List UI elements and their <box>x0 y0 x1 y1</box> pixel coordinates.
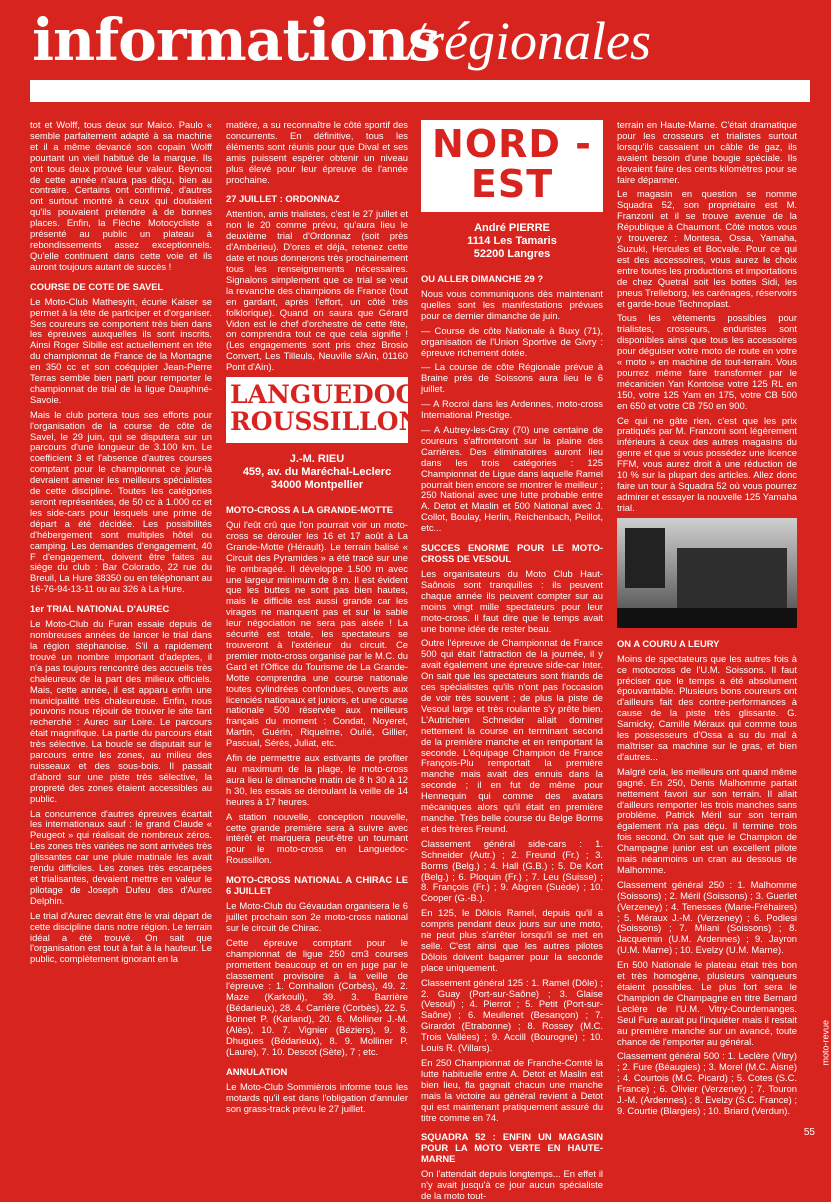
paragraph: La concurrence d'autres épreuves écartait les internationaux sauf : le grand Claude « Peugeot » qui réalisait de nombreux zéros. Les zones très variées ne sont arrivées très glissantes car une pluie matinale les avait rendu difficiles. Les zones très escarpées et trialisantes, devaient mettre en valeur le pilotage de Joseph Dufeu des d'Aurec Delphin. <box>30 807 212 906</box>
article-heading: 1er TRIAL NATIONAL D'AUREC <box>30 603 170 615</box>
paragraph: Le Moto-Club du Furan essaie depuis de nombreuses années de lancer le trial dans la région stéphanoise. S'il a rapidement trouvé un nombre important d'adeptes, il n'a pas toujours rencontré des accueils très chaleureux de la part des milieux officiels. Mais, cette année, il est apparu enfin une municipalité très chaleureuse. Enfin, nous pouvons nous réjouir de trouver le site tant recherché : Aurec sur Loire. Le parcours était magnifique. La partie du parcours était très sélective. La boucle se disputait sur le parcours entre les zones, au milieu des ruisseaux et des sous-bois. Il passait d'abord sur une piste très sélective, la propreté des zones étaient accessibles au public. <box>30 618 212 804</box>
paragraph: On l'attendait depuis longtemps... En effet il n'y avait jusqu'à ce jour aucun spécialiste de la moto tout- <box>421 1168 603 1202</box>
article-heading: MOTO-CROSS A LA GRANDE-MOTTE <box>226 504 394 516</box>
photo-element <box>625 528 665 588</box>
paragraph: — Course de côte Nationale à Buxy (71), organisation de l'Union Sportive de Givry : épreuve richement dotée. <box>421 324 603 358</box>
correspondent-address <box>226 453 408 492</box>
paragraph: Attention, amis trialistes, c'est le 27 juillet et non le 20 comme prévu, qu'aura lieu le deuxième trial d'Ordonnaz (soit près d'Ambérieu). D'ores et déjà, retenez cette date et nous donnerons très prochainement tous les renseignements nécessaires. Signalons simplement que ce trial se veut la revanche des champions de France (tout en gardant, après l'effort, un côté très folklorique). Quand on saura que Gérard Vidon est le chef d'orchestre de cette fête, on comprendra tout ce que cela signifie ! (Les engagements sont pris chez Brosio Convert, Les Tilleuls, Neuville s/Ain, 01160 Pont d'Ain). <box>226 208 408 373</box>
shop-photo <box>617 518 797 628</box>
page-number: 55 <box>803 1127 815 1138</box>
article-heading: ANNULATION <box>226 1065 288 1077</box>
article-heading: OU ALLER DIMANCHE 29 ? <box>421 273 544 284</box>
region-title: NORD -EST <box>432 122 592 206</box>
column-1 <box>30 120 212 1130</box>
paragraph: Le magasin en question se nomme Squadra 52, son propriétaire est M. Franzoni et il se trouve avenue de la République à Chaumont. Côté motos vous y trouverez : Montesa, Ossa, Yamaha, Suzuki, Hercules et Bocvale. Pour ce qui est des accessoires, vous aurez le choix entre toutes les productions et importations de chez Quetral soit les bottes Sidi, les pneus Trelleborg, les carénages, réservoirs et garde-boue Technoplast. <box>617 188 797 309</box>
paragraph: Moins de spectateurs que les autres fois à ce motocross de l'U.M. Soissons. Il faut préciser que le temps a été absolument épouvantable. Plusieurs bons coureurs ont d'ailleurs fait des contre-performances à cause de la piste très glissante. G. Sarnicky, Camille Méraux qui comme tous les possesseurs d'Ossa a su du mal à maîtriser sa machine sur le gras, et bien d'autres... <box>617 652 797 762</box>
paragraph: Classement général 250 : 1. Malhomme (Soissons) ; 2. Méril (Soissons) ; 3. Guerlet (Verzeney) ; 4. Tenesses (Marie-Fréhaires) ; 5. Méraux J.-M. (Verzeney) ; 6. Podlesi (Soissons) ; 7. Milani (Soissons) ; 8. Jacquemin (U.M. Ardennes) ; 9. Jayron (U.M. Marne) ; 10. Evelzy (U.M. Marne). <box>617 878 797 956</box>
paragraph: Qui l'eût crû que l'on pourrait voir un moto-cross se dérouler les 16 et 17 août à La Grande-Motte (Hérault). Le terrain balisé « Circuit des Pyramides » a été tracé sur une île ombragée. Il développe 1.500 m avec une largeur minimum de 8 m. Il est évident que les buttes ne sont pas bien hautes, mais le difficile est aussi grande car les virages ne manquent pas et sur le sable leur négociation ne sera pas aisée ! La sécurité est totale, les spectateurs se trouveront à l'extérieur du circuit. Ce premier moto-cross organisé par le M.C. du Gard et l'Office du Tourisme de La Grande-Motte comprendra une course nationale toutes cylindrées confondues, ouverts aux licenciés nationaux et juniors, et une course nationale 500 réservée aux meilleurs français du moment : Condat, Noyeret, Martin, Guérin, Riquelme, Oulié, Gillier, Pascual, Sérès, Juliat, etc. <box>226 519 408 749</box>
section-title: informations <box>32 6 440 74</box>
paragraph: Mais le club portera tous ses efforts pour l'organisation de la course de côte de Savel, le 29 juin, qui se disputera sur un parcours d'une longueur de 3.100 km. Le coefficient 3 et l'absence d'autres courses comptant pour le championnat ce jour-là devraient amener les meilleurs spécialistes de cette discipline. Toutes les catégories seront représentées, de 50 cc à 1.000 cc et les side-cars pour lesquels une prime de départ a été décidée. Les possibilités d'hébergement sont multiples hôtel ou camping. Les demandes d'engagement, 40 F d'engagement, doivent être faites au siège du club : Bar Colorado, 22 rue du Breuil, La Hure 38350 ou en téléphonant au 16-76-94-13-11 ou au 326 à La Hure. <box>30 408 212 595</box>
article-heading: COURSE DE COTE DE SAVEL <box>30 280 164 292</box>
paragraph: Nous vous communiquons dès maintenant quelles sont les manifestations prévues pour ce dernier dimanche de juin. <box>421 288 603 321</box>
paragraph: A station nouvelle, conception nouvelle, cette grande première sera à suivre avec intérêt et marquera peut-être un tournant pour le moto-cross en Languedoc-Roussillon. <box>226 810 408 866</box>
paragraph: Malgré cela, les meilleurs ont quand même gagné. En 250, Denis Malhomme partait nettement favori sur son terrain. Il allait d'ailleurs remporter les trois manches sans problème. Patrick Méril sur son terrain également n'a pas déçu. Il termine trois fois second. On sait que le Champion de Champagne junior est un excellent pilote mais néanmoins un cran au dessous de Malhomme. <box>617 765 797 875</box>
paragraph: tot et Wolff, tous deux sur Maico. Paulo « semble parfaitement adapté à sa machine et il a même devancé son copain Wolff pourtant un vieil habitué de la marque. Ils ont tous deux prouvé leur valeur. Beynost de cette année n'aura pas déçu, bien au contraire. Certains ont confirmé, d'autres ont surtout montré à ceux qui doutaient qu'ils pouvaient prétendre à de bonnes places. Enfin, la Flèche Motocycliste a présenté au public un plateau à rebondissements assez exceptionnels. Qu'elle continuent dans cette voie et ils auront toujours autant de succès ! <box>30 119 212 272</box>
region-title: LANGUEDOC ROUSSILLON <box>230 380 422 437</box>
column-4 <box>617 120 797 1130</box>
paragraph: — A Rocroi dans les Ardennes, moto-cross International Prestige. <box>421 398 603 421</box>
article-heading: ON A COURU A LEURY <box>617 637 720 649</box>
column-3 <box>421 120 603 1202</box>
paragraph: Afin de permettre aux estivants de profiter au maximum de la plage, le moto-cross aura lieu le dimanche matin de 8 h 30 à 12 h 30, les essais se déroulant la veille de 14 heures à 17 heures. <box>226 752 408 807</box>
paragraph: Outre l'épreuve de Championnat de France 500 qui était l'attraction de la journée, il y avait également une épreuve side-car Inter. On sait que les spectateurs sont friands de ces spécialistes qu'ils n'ont pas l'occasion de voir très souvent ; de plus la piste de Vesoul large et très roulante s'y prête bien. L'Autrichien Schneider allait dominer nettement la course en terminant second de la première manche et en remportant la seconde. L'équipage Champion de France François-Plu remportait la première manche mais avait des ennuis dans la seconde ; il en fut de même pour Hennequin qui comme des avatars mécaniques alors qu'il était en première manche. Très belle course du Belge Borms et des frères Freund. <box>421 637 603 834</box>
paragraph: En 500 Nationale le plateau était très bon et très homogène, plusieurs vainqueurs étaient possibles. Le plus fort sera le Champion de Champagne en titre Bernard Leclère de l'U.M. Vitry-Courdemanges. Seul Fure aurait pu l'inquiéter mais il restait au première manche sur un avancé, toute chance de l'emporter au général. <box>617 959 797 1047</box>
section-subtitle: /régionales <box>408 11 651 71</box>
paragraph: En 125, le Dôlois Ramel, depuis qu'il a compris pendant deux jours sur une moto, ne peut plus s'arrêter lorsqu'il se met en selle. C'est ainsi que les autres pilotes Dôlois doivent bagarrer pour la seconde place uniquement. <box>421 907 603 973</box>
paragraph: Classement général side-cars : 1. Schneider (Autr.) ; 2. Freund (Fr.) ; 3. Borms (Belg.) ; 4. Hall (G.B.) ; 5. De Kort (Belg.) ; 6. Ploquin (Fr.) ; 7. Leu (Suisse) ; 8. François (Fr.) ; 9. Abgren (Suède) ; 10. Cooper (G.-B.). <box>421 837 603 904</box>
paragraph: Le Moto-Club Mathesyin, écurie Kaiser se permet à la tête de participer et d'organiser. Ses coureurs se comportent très bien dans les épreuves auxquelles ils sont inscrits. Ainsi Roger Sibille est actuellement en tête du championnat de France de la Montagne en 350 cc et son coéquipier Jean-Pierre Terras semble bien parti pour remporter le championnat de trial de la ligue Dauphiné-Savoie. <box>30 295 212 405</box>
paragraph: Le Moto-Club Sommièrois informe tous les motards qu'il est dans l'obligation d'annuler son grass-track prévu le 27 juillet. <box>226 1080 408 1114</box>
masthead <box>0 0 827 110</box>
address-line: 1114 Les Tamaris <box>467 235 557 247</box>
correspondent-address <box>421 222 603 261</box>
correspondent-name: J.-M. RIEU <box>289 453 345 466</box>
address-city: 52200 Langres <box>473 248 551 260</box>
region-box-languedoc <box>226 377 422 443</box>
header-rule <box>30 80 810 102</box>
paragraph: Tous les vêtements possibles pour trialistes, crosseurs, enduristes sont disponibles ainsi que tous les accessoires pour déguiser votre moto de route en votre « moto » en machine de tout-terrain. Vous pourrez même faire transformer par le mécanicien Yan Kontoise votre 125 RL en 150, votre 125 Yam en 175, votre CB 500 en 650 et votre CB 750 en 900. <box>617 312 797 411</box>
region-box-nord-est <box>421 120 603 212</box>
paragraph: terrain en Haute-Marne. C'était dramatique pour les crosseurs et trialistes surtout lorsqu'ils cassaient un câble de gaz, ils avaient besoin d'une bougie spéciale. Ils devaient faire des cents kilomètres pour se faire dépanner. <box>617 119 797 185</box>
paragraph: Les organisateurs du Moto Club Haut-Saônois sont tranquilles : ils peuvent chaque année ils peuvent compter sur au moins vingt mille spectateurs pour leur moto-cross. Il faut dire que le temps avait une bonne idée de rester beau. <box>421 568 603 634</box>
article-heading: 27 JUILLET : ORDONNAZ <box>226 193 340 205</box>
paragraph: matière, a su reconnaître le côté sportif des concurrents. En définitive, tous les éléments sont réunis pour que Dival et ses amis puissent espérer obtenir un niveau plus élevé pour leur épreuve de l'année prochaine. <box>226 119 408 185</box>
correspondent-name: André PIERRE <box>474 222 550 234</box>
address-city: 34000 Montpellier <box>270 479 364 492</box>
photo-element <box>677 548 787 608</box>
paragraph: Le Moto-Club du Gévaudan organisera le 6 juillet prochain son 2e moto-cross national sur le circuit de Chirac. <box>226 900 408 933</box>
paragraph: — A Autrey-les-Gray (70) une centaine de coureurs s'affronteront sur la plaine des Carrières. Des éliminatoires auront lieu dans les trois catégories : 125 Championnat de Ligue dans laquelle Ramel pourrait bien encore se montrer le meilleur ; 250 National avec une lutte probable entre A. Detot et Maslin et 500 National avec J. Collot, Boulay, Herlin, Reichenbach, Peillot, etc... <box>421 423 603 534</box>
article-heading: MOTO-CROSS NATIONAL A CHIRAC LE 6 JUILLET <box>226 874 408 897</box>
photo-element <box>617 608 797 628</box>
address-line: 459, av. du Maréchal-Leclerc <box>242 466 392 479</box>
paragraph: Ce qui ne gâte rien, c'est que les prix pratiqués par M. Franzoni sont légèrement inférieurs à ceux des autres magasins du genre et que si vous possédez une licence FFM, vous aurez droit à une réduction de 10 % sur la plupart des articles. Allez donc faire un tour à Squadra 52 où vous pourrez admirer et essayer la nouvelle 125 Yamaha trial. <box>617 414 797 513</box>
column-2 <box>226 119 422 1130</box>
paragraph: Classement général 125 : 1. Ramel (Dôle) ; 2. Guay (Port-sur-Saône) ; 3. Glaise (Vesoul) ; 4. Pierrot ; 5. Petit (Port-sur-Saône) ; 6. Meullenet (Besançon) ; 7. Girardot (Etrabonne) ; 8. Rossey (M.C. Trois Vallées) ; 9. Accill (Bourogne) ; 10. Louis R. (Villars). <box>421 976 603 1054</box>
paragraph: Cette épreuve comptant pour le championnat de ligue 250 cm3 courses promettent beaucoup et on en juge par le classement provisoire à la veille de l'épreuve : 1. Cornhallon (Corbès), 49. 2. Maze (Karkouli), 39. 3. Barrière (Bédarieux), 28. 4. Carrière (Corbès), 22. 5. Bonnet P. (Karland), 20. 6. Molliner J.-M. (Alès), 10. 7. Vignier (Béziers), 9. 8. Dhugues (Bédarieux), 8. 9. Molliner P. (Laure), 7. 10. Descot (Sète), 7 ; etc. <box>226 936 408 1057</box>
magazine-name: moto-revue <box>821 1020 831 1066</box>
article-heading: SQUADRA 52 : ENFIN UN MAGASIN POUR LA MOTO VERTE EN HAUTE-MARNE <box>421 1131 603 1165</box>
paragraph: En 250 Championnat de Franche-Comté la lutte habituelle entre A. Detot et Maslin est bien lieu, fla gagnait chacun une manche mais la victoire au général revient à Detot qui est maintenant pratiquement assuré du titre comme en 74. <box>421 1057 603 1123</box>
paragraph: Classement général 500 : 1. Leclère (Vitry) ; 2. Fure (Béaugies) ; 3. Morel (M.C. Aisne) ; 4. Courtois (M.C. Picard) ; 5. Cotes (S.C. France) ; 6. Olivier (Verzeney) ; 7. Touron J.-M. (Ardennes) ; 8. Evelzy (S.C. France) ; 9. Courtie (Blargies) ; 10. Briard (Verdun). <box>617 1050 797 1116</box>
paragraph: — La course de côte Régionale prévue à Braine près de Soissons aura lieu le 6 juillet. <box>421 361 603 395</box>
article-heading: SUCCES ENORME POUR LE MOTO-CROSS DE VESOUL <box>421 542 603 565</box>
paragraph: Le trial d'Aurec devrait être le vrai départ de cette discipline dans notre région. Le terrain idéal a été trouvé. On sait que l'organisation est tout à fait à la hauteur. Le public, complètement ignorant en la <box>30 909 212 965</box>
